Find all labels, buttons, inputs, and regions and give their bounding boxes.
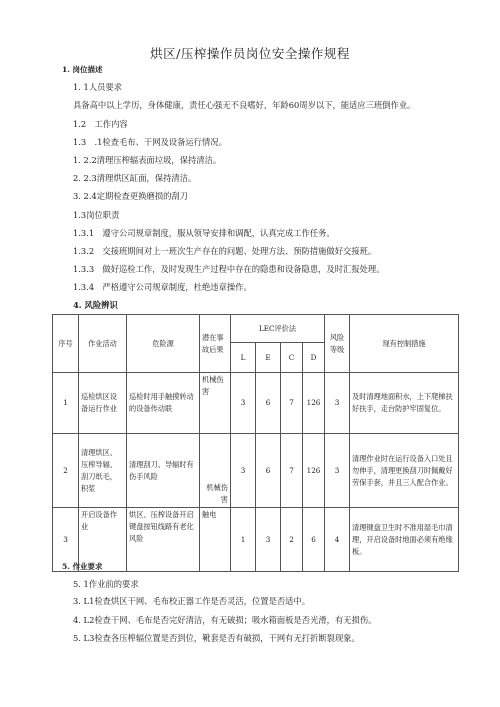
table-row xyxy=(53,434,459,508)
text-line: 2. 2.3清理烘区缸面，保持清洁。 xyxy=(73,173,197,183)
cell-consequence: 触电 xyxy=(200,508,231,572)
text-line: 具备高中以上学历，身体健康，责任心强无不良嗜好，年龄60周岁以下，能适应三班倒作业。 xyxy=(73,100,416,110)
cell-activity: 清理烘区、压榨导辐、刮刀纸毛，积浆 xyxy=(79,434,127,508)
text-line: 3. 2.4定期检查更换磨损的刮刀 xyxy=(73,191,189,201)
cell-risk: 3 xyxy=(325,434,350,508)
cell-D: 6 xyxy=(303,508,325,572)
cell-C: 7 xyxy=(281,434,303,508)
text-line: 1.3岗位职责 xyxy=(73,210,120,220)
risk-table xyxy=(52,314,459,572)
header-consequence: 潜在事故后果 xyxy=(200,315,231,373)
text-line: 1.3.2 交接班期间对上一班次生产存在的问题、处理方法、预防措施做好交接班。 xyxy=(73,246,377,256)
cell-seq: 3 xyxy=(53,508,79,572)
cell-L: 3 xyxy=(231,373,256,434)
cell-E: 3 xyxy=(256,508,281,572)
header-lec: LEC评价法 xyxy=(231,315,325,343)
cell-measures: 清理键盘卫生时不准用湿毛巾清理，开启设备时地面必须有绝缘板。 xyxy=(350,508,459,572)
header-measures: 现有控制措施 xyxy=(350,315,459,373)
cell-L: 1 xyxy=(231,508,256,572)
cell-hazard: 巡检时用手触摸转动的设备传动联 xyxy=(127,373,200,434)
header-D: D xyxy=(303,343,325,373)
text-line: 1.3 .1检查毛布、干网及设备运行情况。 xyxy=(73,137,227,147)
text-line: 1. 2.2清理压榨辐表面垃圾，保持清洁。 xyxy=(73,155,222,165)
cell-seq: 1 xyxy=(53,373,79,434)
cell-activity: 巡检烘区设备运行作业 xyxy=(79,373,127,434)
cell-L: 3 xyxy=(231,434,256,508)
table-row xyxy=(53,508,459,572)
cell-consequence: 机械伤害 xyxy=(200,434,231,508)
text-line: 5. 1作业前的要求 xyxy=(73,579,139,589)
header-L: L xyxy=(231,343,256,373)
text-line: 1.3.4 严格遵守公司规章制度，杜绝违章操作。 xyxy=(73,282,252,292)
cell-D: 126 xyxy=(303,373,325,434)
header-hazard: 危险源 xyxy=(127,315,200,373)
cell-measures: 清理作业时在运行设备入口处且勿伸手，清理更换刮刀时佩戴好劳保手套，并且三人配合作业。 xyxy=(350,434,459,508)
text-line: 1.3.1 遵守公司规章制度，服从领导安排和调配，认真完成工作任务。 xyxy=(73,228,335,238)
cell-measures: 及时清理地面积水，上下爬梯扶好扶手，走台防护牢固复位。 xyxy=(350,373,459,434)
header-activity: 作业活动 xyxy=(79,315,127,373)
header-C: C xyxy=(281,343,303,373)
cell-seq: 2 xyxy=(53,434,79,508)
section-heading-work-requirements: 5. 作业要求 xyxy=(62,562,103,571)
cell-consequence: 机械伤害 xyxy=(200,373,231,434)
cell-E: 6 xyxy=(256,373,281,434)
text-line: 1.3.3 做好巡检工作，及时发现生产过程中存在的隐患和设备隐患，及时汇报处理。 xyxy=(73,264,385,274)
section-heading-risk: 4. 风险辨识 xyxy=(73,300,118,310)
cell-hazard: 烘区、压榨设备开启键盘按钮线路有老化风险 xyxy=(127,508,200,572)
text-line: 4. L2检查干网、毛布是否完好清洁，有无破损；吸水箱面板是否光滑，有无损伤。 xyxy=(73,615,377,625)
text-line: 1.2 工作内容 xyxy=(73,119,128,129)
text-line: 1. 1人员要求 xyxy=(73,82,123,92)
cell-activity: 开启设备作业 xyxy=(79,508,127,572)
header-seq: 序号 xyxy=(53,315,79,373)
cell-E: 6 xyxy=(256,434,281,508)
table-row xyxy=(53,373,459,434)
table-header-row xyxy=(53,315,459,343)
cell-risk: 3 xyxy=(325,373,350,434)
cell-D: 126 xyxy=(303,434,325,508)
cell-C: 2 xyxy=(281,508,303,572)
text-line: 3. L1检查烘区干网、毛布校正器工作是否灵活，位置是否适中。 xyxy=(73,596,311,606)
cell-hazard: 清理刮刀、导辐时有伤手风险 xyxy=(127,434,200,508)
text-line: 5. L3检查各压榨辐位置是否到位，靴套是否有破损，干网有无打折断裂现象。 xyxy=(73,633,360,643)
header-E: E xyxy=(256,343,281,373)
page-title: 烘区/压榨操作员岗位安全操作规程 xyxy=(150,46,350,61)
cell-risk: 4 xyxy=(325,508,350,572)
section-heading-job-description: 1. 岗位描述 xyxy=(62,65,103,74)
header-risk: 风险等级 xyxy=(325,315,350,373)
cell-C: 7 xyxy=(281,373,303,434)
